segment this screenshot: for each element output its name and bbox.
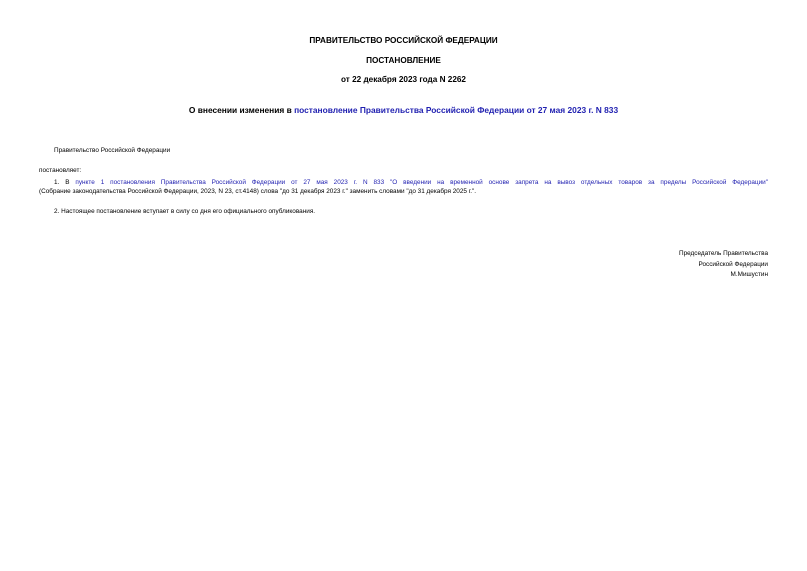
item-1-link-title[interactable]: "О введении на временной основе запрета на вывоз отдельных товаров за пределы Российской Федерации" — [390, 179, 769, 186]
item-1-number: 1. В — [54, 179, 76, 186]
document-title — [0, 105, 807, 115]
signature-position-line2: Российской Федерации — [698, 261, 768, 268]
decrees-text: постановляет: — [39, 167, 82, 174]
signature-position-line1: Председатель Правительства — [679, 250, 768, 257]
government-heading: ПРАВИТЕЛЬСТВО РОССИЙСКОЙ ФЕДЕРАЦИИ — [309, 36, 498, 45]
item-2-text: 2. Настоящее постановление вступает в силу со дня его официального опубликования. — [54, 208, 316, 215]
item-1-first-line — [54, 178, 768, 187]
title-prefix: О внесении изменения в — [188, 105, 295, 115]
document-date-number: от 22 декабря 2023 года N 2262 — [341, 75, 466, 84]
document-type: ПОСТАНОВЛЕНИЕ — [366, 56, 441, 65]
item-1-link-clause[interactable]: пункте 1 постановления Правительства Российской Федерации от 27 мая 2023 г. N 833 — [75, 179, 385, 186]
issuer-text: Правительство Российской Федерации — [54, 147, 171, 154]
signature-name: М.Мишустин — [730, 271, 768, 278]
title-link-decree-833[interactable]: постановление Правительства Российской Федерации от 27 мая 2023 г. N 833 — [294, 105, 619, 115]
item-1-continuation: (Собрание законодательства Российской Федерации, 2023, N 23, ст.4148) слова "до 31 декабря 2023 г." заменить словами "до 31 декабря 2025 г.". — [39, 188, 477, 195]
